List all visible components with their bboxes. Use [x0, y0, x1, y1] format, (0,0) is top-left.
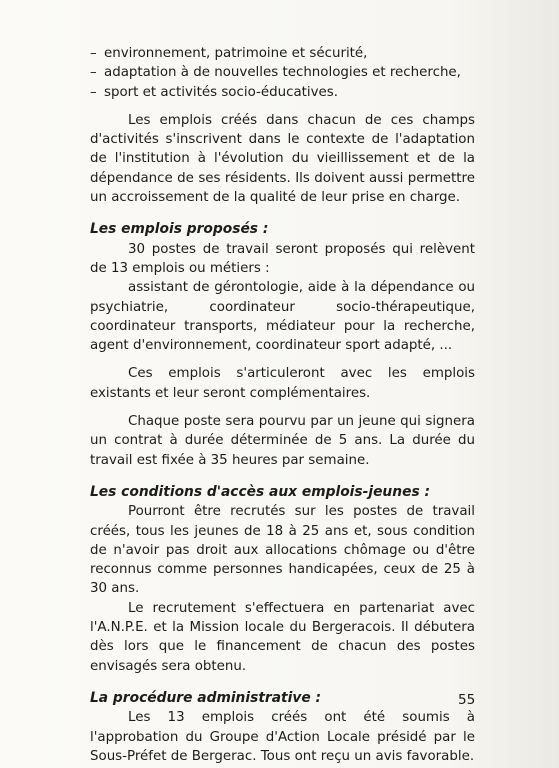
page-number: 55: [458, 692, 476, 708]
jobs-list-paragraph: assistant de gérontologie, aide à la dépendance ou psychiatrie, coordinateur socio-thérapeutique, coordinateur transports, médiateur pour la recherche, agent d'environnement, coordinateur sport adapté, ...: [90, 280, 475, 354]
paragraph: Ces emplois s'articuleront avec les emplois existants et leur seront complémentaires.: [90, 366, 475, 401]
page-content: [90, 44, 475, 766]
intro-paragraph: Les emplois créés dans chacun de ces champs d'activités s'inscrivent dans le contexte de l'adaptation de l'institution à l'évolution du vieillissement et de la dépendance de ses résidents. Ils doivent aussi permettre un accroissement de la qualité de leur prise en charge.: [90, 112, 475, 206]
paragraph: Le recrutement s'effectuera en partenariat avec l'A.N.P.E. et la Mission locale du Bergeracois. Il débutera dès lors que le financement de chacun des postes envisagés sera obtenu.: [90, 600, 475, 674]
paragraph: Pourront être recrutés sur les postes de travail créés, tous les jeunes de 18 à 25 ans et, sous condition de n'avoir pas droit aux allocations chômage ou d'être reconnus comme personnes handicapées, ceux de 25 à 30 ans.: [90, 504, 475, 597]
section-heading-emplois: Les emplois proposés :: [90, 221, 269, 238]
paragraph: Chaque poste sera pourvu par un jeune qui signera un contrat à durée déterminée de 5 ans. La durée du travail est fixée à 35 heures par semaine.: [90, 414, 475, 468]
section-heading-conditions: Les conditions d'accès aux emplois-jeunes :: [90, 483, 430, 500]
paragraph: Les 13 emplois créés ont été soumis à l'approbation du Groupe d'Action Locale présidé par le Sous-Préfet de Bergerac. Tous ont reçu un avis favorable.: [90, 710, 475, 764]
paragraph: 30 postes de travail seront proposés qui relèvent de 13 emplois ou métiers :: [90, 241, 475, 276]
activity-list: [90, 44, 475, 102]
section-heading-procedure: La procédure administrative :: [90, 689, 322, 706]
list-item: – environnement, patrimoine et sécurité,: [90, 44, 475, 63]
list-item: – sport et activités socio-éducatives.: [90, 83, 475, 102]
list-item: – adaptation à de nouvelles technologies et recherche,: [90, 63, 475, 82]
